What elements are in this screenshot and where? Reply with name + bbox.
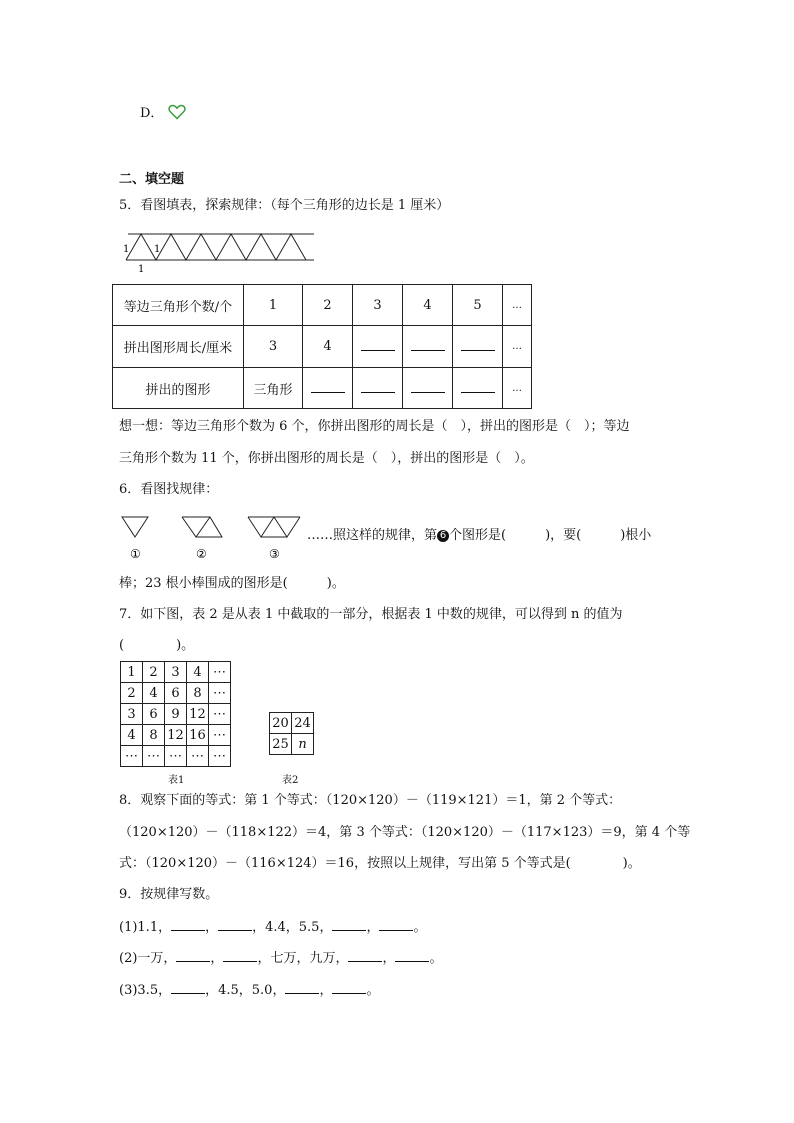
cell: 4 (121, 725, 143, 746)
q5-think-line1: 想一想：等边三角形个数为 6 个，你拼出图形的周长是（ ），拼出的图形是（ ）；等边 (119, 419, 630, 434)
q5-stem: 5．看图填表，探索规律：（每个三角形的边长是 1 厘米） (119, 198, 450, 213)
circled-number: 6 (437, 530, 449, 542)
cell: 9 (165, 704, 187, 725)
answer-blank[interactable] (453, 368, 503, 409)
q6-line1-a: ……照这样的规律，第 (307, 528, 438, 543)
cell: 2 (303, 285, 353, 326)
answer-blank[interactable] (218, 918, 252, 931)
seq-sep: ， (382, 951, 396, 966)
cell: 6 (143, 704, 165, 725)
cell: 8 (187, 683, 209, 704)
answer-blank[interactable] (453, 326, 503, 368)
option-d (140, 104, 186, 123)
cell: ⋯ (209, 725, 231, 746)
q5-think-line2: 三角形个数为 11 个，你拼出图形的周长是（ ），拼出的图形是（ ）。 (119, 451, 534, 466)
cell: 3 (244, 326, 303, 368)
table1-caption: 表1 (168, 775, 185, 786)
cell: 20 (270, 713, 292, 734)
seq-pre: (3)3.5， (119, 983, 172, 998)
seq-mid: ，4.5，5.0， (205, 983, 286, 998)
q6-line2: 棒；23 根小棒围成的图形是( )。 (119, 576, 345, 591)
answer-blank[interactable] (395, 949, 429, 962)
cell: 25 (270, 734, 292, 755)
cell: 16 (187, 725, 209, 746)
seq-sep: ， (210, 951, 224, 966)
answer-blank[interactable] (176, 949, 210, 962)
answer-blank[interactable] (171, 981, 205, 994)
fig-label-left: 1 (123, 244, 130, 255)
seq-pre: (1)1.1， (119, 920, 172, 935)
cell: ⋯ (187, 746, 209, 767)
cell: 1 (121, 662, 143, 683)
answer-blank[interactable] (403, 326, 453, 368)
section-title: 二、填空题 (119, 172, 185, 187)
cell: 6 (165, 683, 187, 704)
q8-line2: （120×120）－（118×122）＝4，第 3 个等式：（120×120）－（117×123）＝9，第 4 个等 (119, 825, 691, 840)
answer-blank[interactable] (223, 949, 257, 962)
q7-line2: ( )。 (119, 638, 195, 653)
seq-end: 。 (366, 983, 380, 998)
cell: ⋯ (165, 746, 187, 767)
answer-blank[interactable] (379, 918, 413, 931)
seq-mid: ，七万，九万， (257, 951, 349, 966)
q6-line1-b: 个图形是( )，要( )根小 (449, 528, 652, 543)
answer-blank[interactable] (332, 981, 366, 994)
q9-seq2 (119, 949, 442, 968)
seq-sep: ， (366, 920, 380, 935)
answer-blank[interactable] (353, 326, 403, 368)
cell: ⋯ (121, 746, 143, 767)
q9-seq1 (119, 918, 427, 937)
answer-blank[interactable] (403, 368, 453, 409)
cell: n (292, 734, 314, 755)
q7-table1 (120, 661, 231, 767)
seq-end: 。 (429, 951, 443, 966)
answer-blank[interactable] (353, 368, 403, 409)
seq-sep: ， (319, 983, 333, 998)
cell: ⋯ (209, 704, 231, 725)
cell: 三角形 (244, 368, 303, 409)
q7-line1: 7．如下图，表 2 是从表 1 中截取的一部分，根据表 1 中数的规律，可以得到 n 的值为 (119, 607, 623, 622)
cell: 3 (353, 285, 403, 326)
q8-line3: 式：（120×120）－（116×124）＝16，按照以上规律，写出第 5 个等式是( )。 (119, 856, 641, 871)
answer-blank[interactable] (332, 918, 366, 931)
cell: 4 (403, 285, 453, 326)
fig-num-3: ③ (269, 547, 280, 561)
seq-pre: (2)一万， (119, 951, 177, 966)
seq-end: 。 (413, 920, 427, 935)
cell: 1 (244, 285, 303, 326)
answer-blank[interactable] (171, 918, 205, 931)
q5-table (112, 284, 532, 409)
cell: 4 (143, 683, 165, 704)
cell: 2 (143, 662, 165, 683)
cell: 3 (165, 662, 187, 683)
answer-blank[interactable] (303, 368, 353, 409)
option-d-label: D． (140, 106, 164, 121)
answer-blank[interactable] (348, 949, 382, 962)
cell: 2 (121, 683, 143, 704)
q5-row2-head: 拼出图形周长/厘米 (113, 326, 244, 368)
cell: … (503, 368, 532, 409)
cell: … (503, 285, 532, 326)
q5-row1-head: 等边三角形个数/个 (113, 285, 244, 326)
seq-mid: ，4.4，5.5， (252, 920, 333, 935)
cell: 12 (165, 725, 187, 746)
heart-outline-icon (168, 104, 186, 120)
q7-table2 (269, 712, 314, 755)
table2-caption: 表2 (282, 775, 299, 786)
cell: 24 (292, 713, 314, 734)
cell: 4 (187, 662, 209, 683)
q9-stem: 9．按规律写数。 (119, 887, 219, 902)
fig-label-inner: 1 (154, 244, 161, 255)
q8-line1: 8．观察下面的等式：第 1 个等式：（120×120）－（119×121）＝1，第 2 个等式： (119, 793, 622, 808)
q6-line1 (307, 527, 651, 545)
cell: 5 (453, 285, 503, 326)
fig-num-2: ② (196, 547, 207, 561)
cell: 3 (121, 704, 143, 725)
cell: 8 (143, 725, 165, 746)
cell: ⋯ (143, 746, 165, 767)
q5-row3-head: 拼出的图形 (113, 368, 244, 409)
q6-figures (118, 514, 318, 562)
cell: ⋯ (209, 683, 231, 704)
q5-triangle-strip-figure (118, 228, 318, 274)
cell: ⋯ (209, 746, 231, 767)
answer-blank[interactable] (285, 981, 319, 994)
cell: ⋯ (209, 662, 231, 683)
seq-sep: ， (205, 920, 219, 935)
q9-seq3 (119, 981, 379, 1000)
cell: … (503, 326, 532, 368)
cell: 12 (187, 704, 209, 725)
cell: 4 (303, 326, 353, 368)
fig-num-1: ① (130, 547, 141, 561)
q6-stem: 6．看图找规律： (119, 482, 219, 497)
fig-label-bottom: 1 (138, 264, 145, 274)
